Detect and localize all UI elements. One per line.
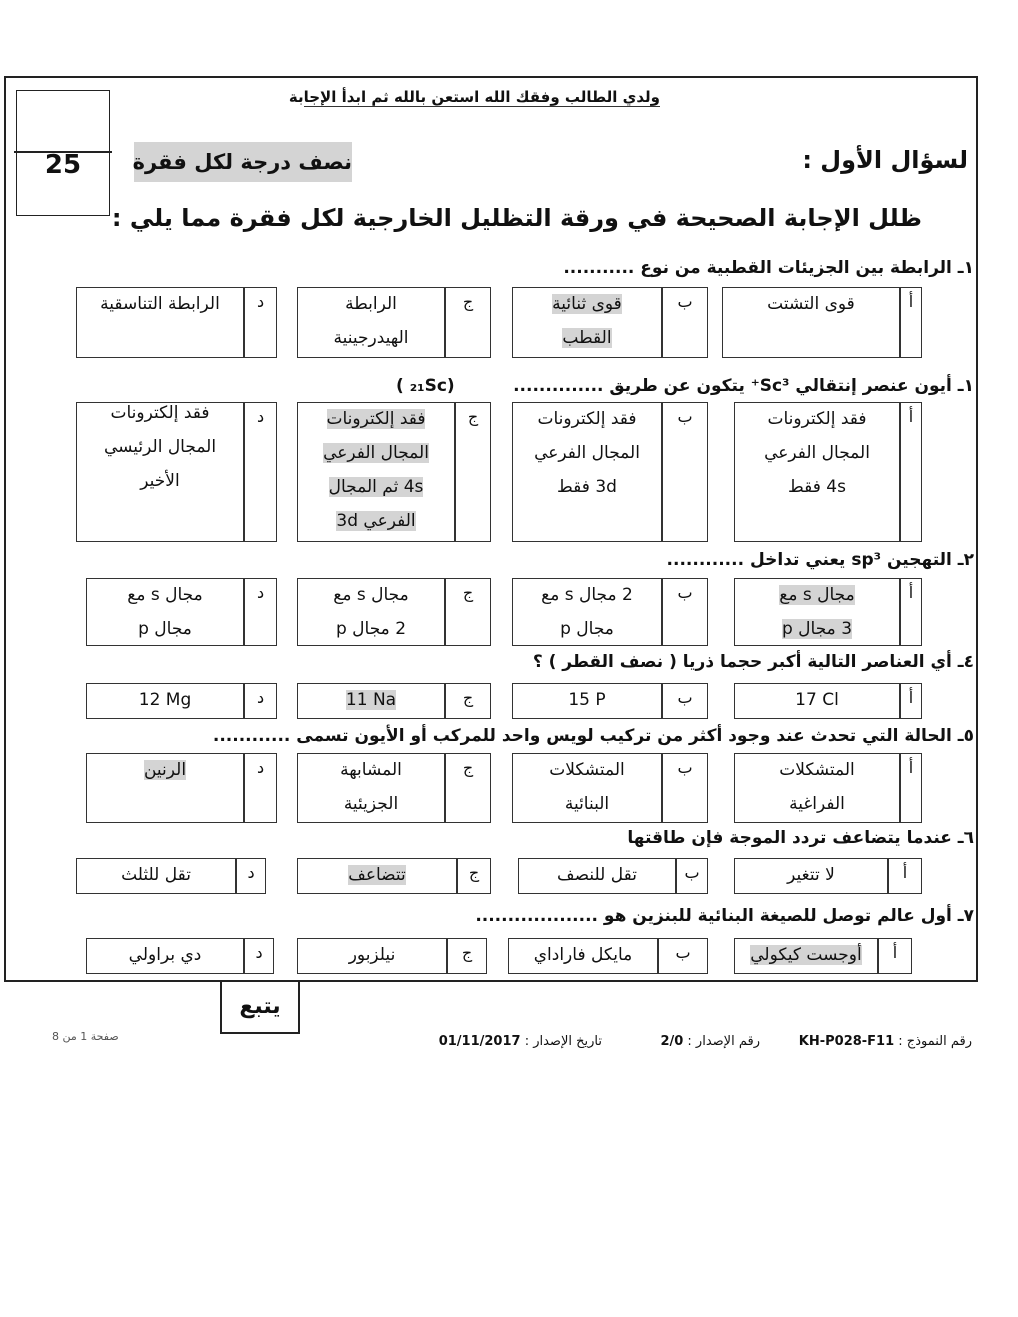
option-label: ب xyxy=(658,938,708,974)
q4-option-b[interactable]: 15 P xyxy=(568,690,606,710)
option-label: ج xyxy=(445,578,491,646)
score-value: 25 xyxy=(44,150,82,180)
question-4: ٤ـ أي العناصر التالية أكبر حجما ذريا ( نصف القطر ) ؟ xyxy=(532,652,974,672)
q5-option-a[interactable]: المتشكلات الفراغية xyxy=(779,760,855,814)
q5-option-c[interactable]: المشابهة الجزيئية xyxy=(340,760,402,814)
question-2: ١ـ أيون عنصر إنتقالي Sc³⁺ يتكون عن طريق .............. xyxy=(513,376,974,396)
q6-option-b[interactable]: تقل للنصف xyxy=(557,865,637,885)
q7-option-b[interactable]: مايكل فاراداي xyxy=(533,945,633,965)
option-label: د xyxy=(236,858,266,894)
question-5: ٥ـ الحالة التي تحدث عند وجود أكثر من تركيب لويس واحد للمركب أو الأيون تسمى ............ xyxy=(212,726,974,746)
option-label: ج xyxy=(445,753,491,823)
option-label: د xyxy=(244,683,277,719)
option-label: أ xyxy=(900,578,922,646)
q4-option-c[interactable]: 11 Na xyxy=(345,690,397,710)
option-label: ج xyxy=(445,683,491,719)
q2-option-d[interactable]: فقد إلكترونات المجال الرئيسي الأخير xyxy=(103,403,217,491)
q3-option-c[interactable]: مجال s مع 2 مجال p xyxy=(333,585,409,639)
option-label: أ xyxy=(878,938,912,974)
q6-option-c[interactable]: تتضاعف xyxy=(348,865,406,885)
q3-option-b[interactable]: 2 مجال s مع مجال p xyxy=(541,585,633,639)
question-title: لسؤال الأول : xyxy=(802,146,968,174)
q2-option-a[interactable]: فقد إلكترونات المجال الفرعي 4s فقط xyxy=(764,409,870,497)
option-label: ج xyxy=(445,287,491,358)
q7-option-d[interactable]: دي براولي xyxy=(128,945,202,965)
question-2-note: (₂₁Sc ) xyxy=(396,376,455,396)
option-label: ج xyxy=(455,402,491,542)
option-label: ب xyxy=(662,578,708,646)
q3-option-a[interactable]: مجال s مع 3 مجال p xyxy=(779,585,855,639)
question-1: ١ـ الرابطة بين الجزيئات القطبية من نوع ........... xyxy=(563,258,974,278)
footer-page: صفحة 1 من 8 xyxy=(52,1030,119,1043)
q1-option-b[interactable]: قوى ثنائية القطب xyxy=(552,294,622,348)
option-label: ب xyxy=(662,753,708,823)
q5-option-b[interactable]: المتشكلات البنائية xyxy=(549,760,625,814)
option-label: أ xyxy=(900,287,922,358)
question-6: ٦ـ عندما يتضاعف تردد الموجة فإن طاقتها xyxy=(627,828,974,848)
q4-option-a[interactable]: 17 Cl xyxy=(795,690,839,710)
option-label: ب xyxy=(662,683,708,719)
option-label: د xyxy=(244,938,274,974)
grading-note: نصف درجة لكل فقرة xyxy=(134,142,352,182)
footer-model: رقم النموذج : KH-P028-F11 xyxy=(798,1034,972,1049)
q3-option-d[interactable]: مجال s مع مجال p xyxy=(127,585,203,639)
q1-option-a[interactable]: قوى التشتت xyxy=(767,294,855,314)
q2-option-c[interactable]: فقد إلكترونات المجال الفرعي 4s ثم المجال الفرعي 3d xyxy=(323,409,429,531)
option-label: ج xyxy=(457,858,491,894)
q6-option-d[interactable]: تقل للثلث xyxy=(121,865,191,885)
q2-option-b[interactable]: فقد إلكترونات المجال الفرعي 3d فقط xyxy=(534,409,640,497)
q6-option-a[interactable]: لا تتغير xyxy=(787,865,835,885)
option-label: أ xyxy=(900,402,922,542)
main-instruction: ظلل الإجابة الصحيحة في ورقة التظليل الخارجية لكل فقرة مما يلي : xyxy=(111,204,922,232)
continue-box: يتبع xyxy=(220,980,300,1034)
header-instruction: ولدي الطالب وفقك الله استعن بالله ثم ابدأ الإجابة xyxy=(288,88,660,106)
q5-option-d[interactable]: الرنين xyxy=(143,760,187,780)
option-label: د xyxy=(244,287,277,358)
option-label: أ xyxy=(888,858,922,894)
q4-option-d[interactable]: 12 Mg xyxy=(138,690,192,710)
option-label: د xyxy=(244,402,277,542)
option-label: ب xyxy=(662,287,708,358)
option-label: أ xyxy=(900,683,922,719)
q1-option-c[interactable]: الرابطة الهيدرجينية xyxy=(333,294,409,348)
q7-option-c[interactable]: نيلزبور xyxy=(348,945,396,965)
option-label: أ xyxy=(900,753,922,823)
option-label: د xyxy=(244,578,277,646)
q1-option-d[interactable]: الرابطة التناسقية xyxy=(100,294,220,314)
question-7: ٧ـ أول عالم توصل للصيغة البنائية للبنزين هو ................... xyxy=(475,906,974,926)
option-label: ب xyxy=(662,402,708,542)
option-label: ج xyxy=(447,938,487,974)
footer-version: رقم الإصدار : 2/0 xyxy=(660,1034,760,1049)
footer-date: تاريخ الإصدار : 01/11/2017 xyxy=(438,1034,602,1049)
option-label: د xyxy=(244,753,277,823)
option-label: ب xyxy=(676,858,708,894)
q7-option-a[interactable]: أوجست كيكولي xyxy=(750,945,862,965)
question-3: ٢ـ التهجين sp³ يعني تداخل ............ xyxy=(666,550,974,570)
